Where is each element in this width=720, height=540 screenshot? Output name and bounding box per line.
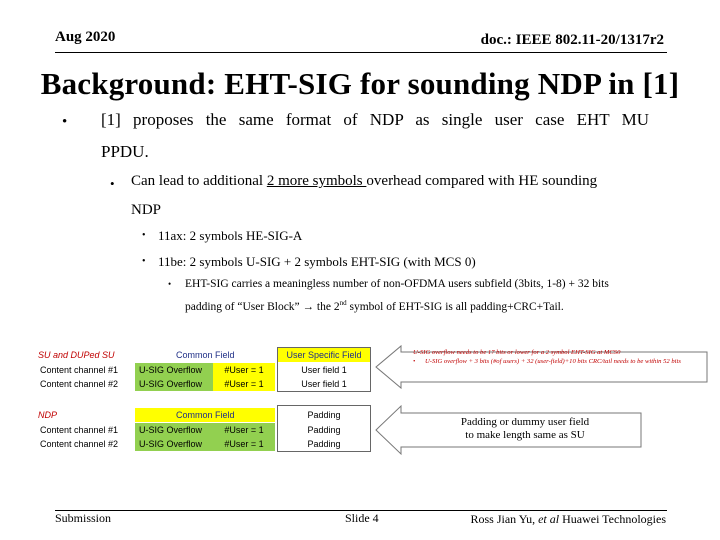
callout-2-text (430, 416, 620, 442)
table-ndp-row2-channel: Content channel #2 (40, 439, 119, 449)
bullet-l3-b: 11be: 2 symbols U-SIG + 2 symbols EHT-SIG (with MCS 0) (158, 254, 476, 269)
bullet-l4-text-a: padding of “User Block” (185, 300, 303, 313)
footer-authors-a: Ross Jian Yu, (470, 512, 539, 526)
table-su-common-header: Common Field (176, 350, 235, 360)
table-su-row2-field: User field 1 (301, 379, 347, 389)
bullet-l4-line2 (185, 299, 564, 313)
table-su-row2-usig: U-SIG Overflow (135, 377, 213, 391)
table-su-row2-channel: Content channel #2 (40, 379, 119, 389)
table-ndp-common-header: Common Field (176, 410, 235, 420)
bullet-dot-l4: • (168, 279, 172, 289)
footer-authors-etal: et al (538, 512, 560, 526)
bullet-l1-line2: PPDU. (101, 142, 149, 161)
table-su-row2-user: #User = 1 (213, 377, 275, 391)
callout-1-line1: U-SIG overflow needs to be 17 bits or lower for a 2 symbol EHT-SIG at MCS0 (413, 349, 621, 356)
table-ndp-row1-usig: U-SIG Overflow (135, 423, 213, 437)
footer-submission: Submission (55, 511, 112, 525)
table-ndp-row1-user: #User = 1 (213, 423, 275, 437)
table-su-label: SU and DUPed SU (38, 350, 115, 360)
bullet-l2-text-b: overhead compared with HE sounding (366, 173, 598, 189)
table-su-row1-channel: Content channel #1 (40, 365, 119, 375)
arrow-icon: → (302, 300, 315, 313)
bullet-l2-underlined: 2 more symbols (266, 173, 367, 189)
table-ndp-row1-channel: Content channel #1 (40, 425, 119, 435)
bullet-l4-text-b: the 2 (314, 300, 340, 313)
table-ndp-padding-box (277, 405, 371, 452)
callout-2-line2: to make length same as SU (465, 429, 585, 441)
table-su-row1-usig: U-SIG Overflow (135, 363, 213, 377)
bullet-l3-a: 11ax: 2 symbols HE-SIG-A (158, 228, 303, 243)
header-date: Aug 2020 (55, 29, 116, 45)
table-ndp-row2-usig: U-SIG Overflow (135, 437, 213, 451)
bullet-dot-l1: • (62, 114, 68, 130)
table-ndp-row2-field: Padding (307, 439, 341, 449)
bullet-l4-sup: nd (339, 299, 347, 307)
table-ndp-row2-user: #User = 1 (213, 437, 275, 451)
bullet-dot-l3a: • (142, 230, 146, 241)
footer-authors-b: Huawei Technologies (559, 512, 666, 526)
bullet-dot-l2: • (110, 176, 115, 191)
table-su-user-specific-header: User Specific Field (286, 350, 362, 360)
bullet-l2-line1 (131, 173, 649, 190)
footer-slide-number: Slide 4 (345, 511, 379, 525)
callout-1-bullet: U-SIG overflow + 3 bits (#of users) + 32 (user-field)+10 bits CRC/tail needs to be within 52 bits (425, 358, 681, 365)
slide-title: Background: EHT-SIG for sounding NDP in [1] (40, 66, 680, 101)
bullet-l1-line1: [1] proposes the same format of NDP as single user case EHT MU (101, 110, 649, 129)
table-ndp-row1-field: Padding (307, 425, 341, 435)
table-su-row1-field: User field 1 (301, 365, 347, 375)
bullet-l4-line1: EHT-SIG carries a meaningless number of non-OFDMA users subfield (3bits, 1-8) + 32 bits (185, 278, 609, 290)
table-ndp-label: NDP (38, 410, 58, 420)
header-rule (55, 52, 667, 53)
callout-2-line1: Padding or dummy user field (460, 416, 590, 428)
table-su-row1-user: #User = 1 (213, 363, 275, 377)
table-su-user-box (277, 347, 371, 392)
bullet-l2-text-a: Can lead to additional (131, 173, 267, 189)
bullet-l4-text-c: symbol of EHT-SIG is all padding+CRC+Tail. (346, 300, 564, 313)
bullet-l2-line2: NDP (131, 202, 162, 218)
callout-1-bullet-dot: • (413, 358, 416, 365)
table-ndp-padding-header: Padding (307, 410, 341, 420)
header-doc-id: doc.: IEEE 802.11-20/1317r2 (480, 32, 664, 48)
bullet-dot-l3b: • (142, 256, 146, 267)
footer-authors (471, 512, 667, 527)
